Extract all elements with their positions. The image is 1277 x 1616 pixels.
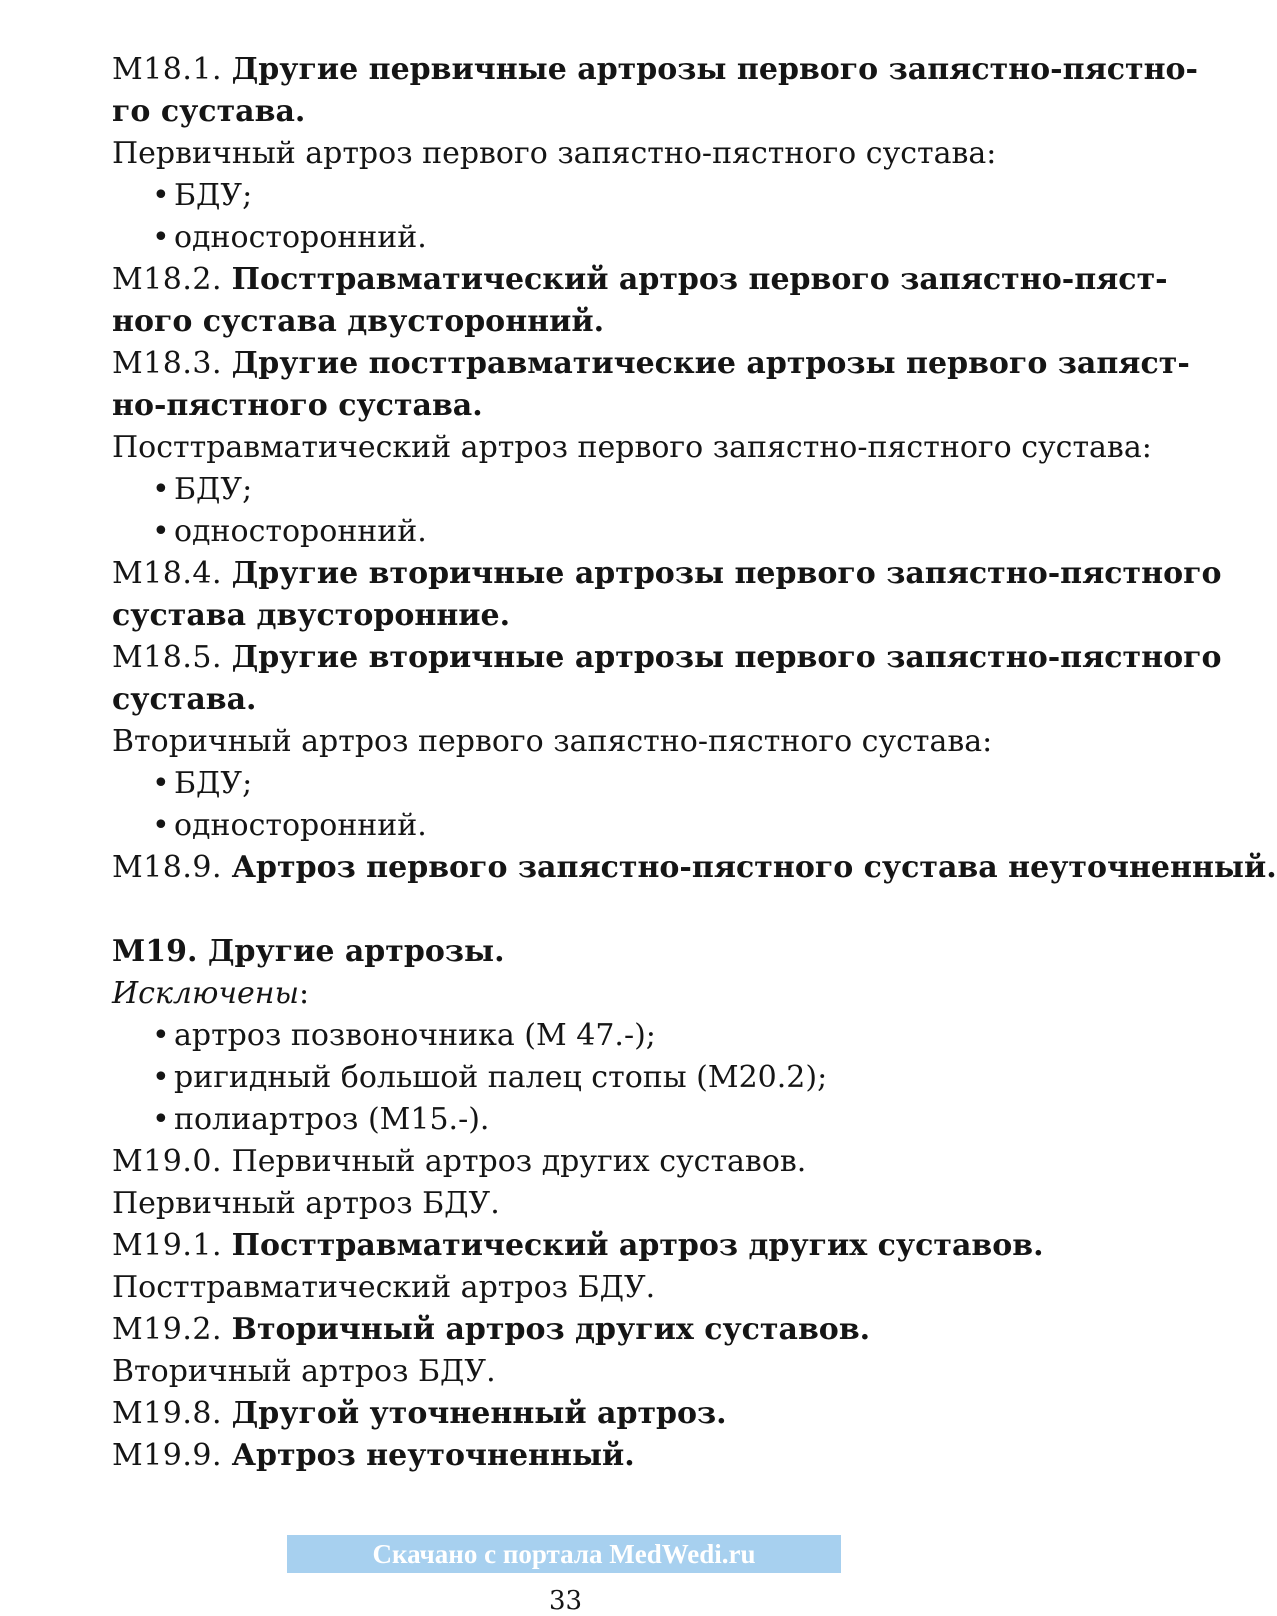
list-item-text: артроз позвоночника (М 47.-); bbox=[174, 1018, 656, 1053]
list-item bbox=[112, 511, 1112, 553]
description-line bbox=[112, 1267, 1112, 1309]
list-item bbox=[112, 217, 1112, 259]
entry-title-continuation bbox=[112, 301, 1112, 343]
description-text: Посттравматический артроз первого запястно-пястного сустава: bbox=[112, 430, 1152, 465]
code-entry bbox=[112, 1435, 1112, 1477]
code-entry bbox=[112, 49, 1199, 91]
entry-title: Артроз неуточненный. bbox=[231, 1438, 635, 1473]
description-text: Первичный артроз первого запястно-пястного сустава: bbox=[112, 136, 997, 171]
entry-title-continuation bbox=[112, 385, 1112, 427]
list-item-text: БДУ; bbox=[174, 766, 253, 801]
list-item bbox=[112, 1015, 1112, 1057]
description-line bbox=[112, 133, 1112, 175]
list-item bbox=[112, 805, 1112, 847]
description-text: Вторичный артроз БДУ. bbox=[112, 1354, 496, 1389]
exclusions-label-colon: : bbox=[299, 976, 310, 1011]
icd-code: М19.2. bbox=[112, 1312, 223, 1347]
entry-title: Другие вторичные артрозы первого запястно-пястного bbox=[231, 640, 1222, 675]
entry-title-text: сустава двусторонние. bbox=[112, 598, 511, 633]
icd-code: М18.4. bbox=[112, 556, 223, 591]
list-item-text: БДУ; bbox=[174, 472, 253, 507]
entry-title: Посттравматический артроз первого запястно-пяст- bbox=[231, 262, 1168, 297]
code-entry bbox=[112, 1141, 1112, 1183]
entry-title: Вторичный артроз других суставов. bbox=[231, 1312, 871, 1347]
entry-title-continuation bbox=[112, 91, 1112, 133]
description-line bbox=[112, 427, 1152, 469]
bullet-icon: • bbox=[152, 1060, 170, 1095]
list-item-text: БДУ; bbox=[174, 178, 253, 213]
bullet-icon: • bbox=[152, 808, 170, 843]
list-item-text: односторонний. bbox=[174, 808, 427, 843]
bullet-icon: • bbox=[152, 1102, 170, 1137]
entry-title: Другие первичные артрозы первого запястно-пястно- bbox=[231, 52, 1199, 87]
entry-title: Другой уточненный артроз. bbox=[231, 1396, 727, 1431]
bullet-icon: • bbox=[152, 1018, 170, 1053]
entry-title: Другие вторичные артрозы первого запястно-пястного bbox=[231, 556, 1222, 591]
description-text: Вторичный артроз первого запястно-пястного сустава: bbox=[112, 724, 993, 759]
code-entry bbox=[112, 1309, 1112, 1351]
download-banner: Скачано с портала MedWedi.ru bbox=[287, 1535, 841, 1573]
description-text: Первичный артроз БДУ. bbox=[112, 1186, 500, 1221]
icd-code: М19.9. bbox=[112, 1438, 223, 1473]
section-heading bbox=[112, 931, 1112, 973]
list-item bbox=[112, 469, 1112, 511]
section-spacer bbox=[112, 889, 1112, 931]
icd-code: М19.1. bbox=[112, 1228, 223, 1263]
list-item-text: односторонний. bbox=[174, 514, 427, 549]
entry-title-continuation bbox=[112, 679, 1112, 721]
list-item bbox=[112, 1057, 1112, 1099]
icd-code: М19.8. bbox=[112, 1396, 223, 1431]
code-entry bbox=[112, 637, 1222, 679]
entry-title-text: го сустава. bbox=[112, 94, 306, 129]
code-entry bbox=[112, 1393, 1112, 1435]
exclusions-label-text: Исключены bbox=[112, 976, 300, 1011]
entry-title-text: сустава. bbox=[112, 682, 257, 717]
entry-title: Другие посттравматические артрозы первого запяст- bbox=[231, 346, 1190, 381]
entry-title-text: ного сустава двусторонний. bbox=[112, 304, 605, 339]
icd-code: М18.1. bbox=[112, 52, 223, 87]
entry-title-continuation bbox=[112, 595, 1112, 637]
list-item bbox=[112, 763, 1112, 805]
code-entry bbox=[112, 259, 1168, 301]
bullet-icon: • bbox=[152, 514, 170, 549]
entry-title: Первичный артроз других суставов. bbox=[231, 1144, 807, 1179]
list-item bbox=[112, 1099, 1112, 1141]
bullet-icon: • bbox=[152, 472, 170, 507]
document-page bbox=[112, 49, 1277, 1477]
icd-code: М18.9. bbox=[112, 850, 223, 885]
list-item-text: полиартроз (М15.-). bbox=[174, 1102, 490, 1137]
list-item-text: односторонний. bbox=[174, 220, 427, 255]
code-entry bbox=[112, 1225, 1112, 1267]
icd-code: М18.2. bbox=[112, 262, 223, 297]
code-entry bbox=[112, 343, 1190, 385]
exclusions-label bbox=[112, 973, 1112, 1015]
description-line bbox=[112, 1351, 1112, 1393]
description-line bbox=[112, 1183, 1112, 1225]
entry-title: Посттравматический артроз других суставов. bbox=[231, 1228, 1044, 1263]
page-number: 33 bbox=[548, 1586, 583, 1616]
description-text: Посттравматический артроз БДУ. bbox=[112, 1270, 656, 1305]
code-entry bbox=[112, 553, 1222, 595]
icd-code: М18.5. bbox=[112, 640, 223, 675]
list-item-text: ригидный большой палец стопы (М20.2); bbox=[174, 1060, 828, 1095]
bullet-icon: • bbox=[152, 178, 170, 213]
description-line bbox=[112, 721, 1112, 763]
icd-code: М18.3. bbox=[112, 346, 223, 381]
icd-code: М19.0. bbox=[112, 1144, 223, 1179]
bullet-icon: • bbox=[152, 766, 170, 801]
list-item bbox=[112, 175, 1112, 217]
bullet-icon: • bbox=[152, 220, 170, 255]
entry-title: Артроз первого запястно-пястного сустава неуточненный. bbox=[231, 850, 1277, 885]
entry-title-text: но-пястного сустава. bbox=[112, 388, 483, 423]
section-heading-text: М19. Другие артрозы. bbox=[112, 934, 505, 969]
code-entry bbox=[112, 847, 1277, 889]
